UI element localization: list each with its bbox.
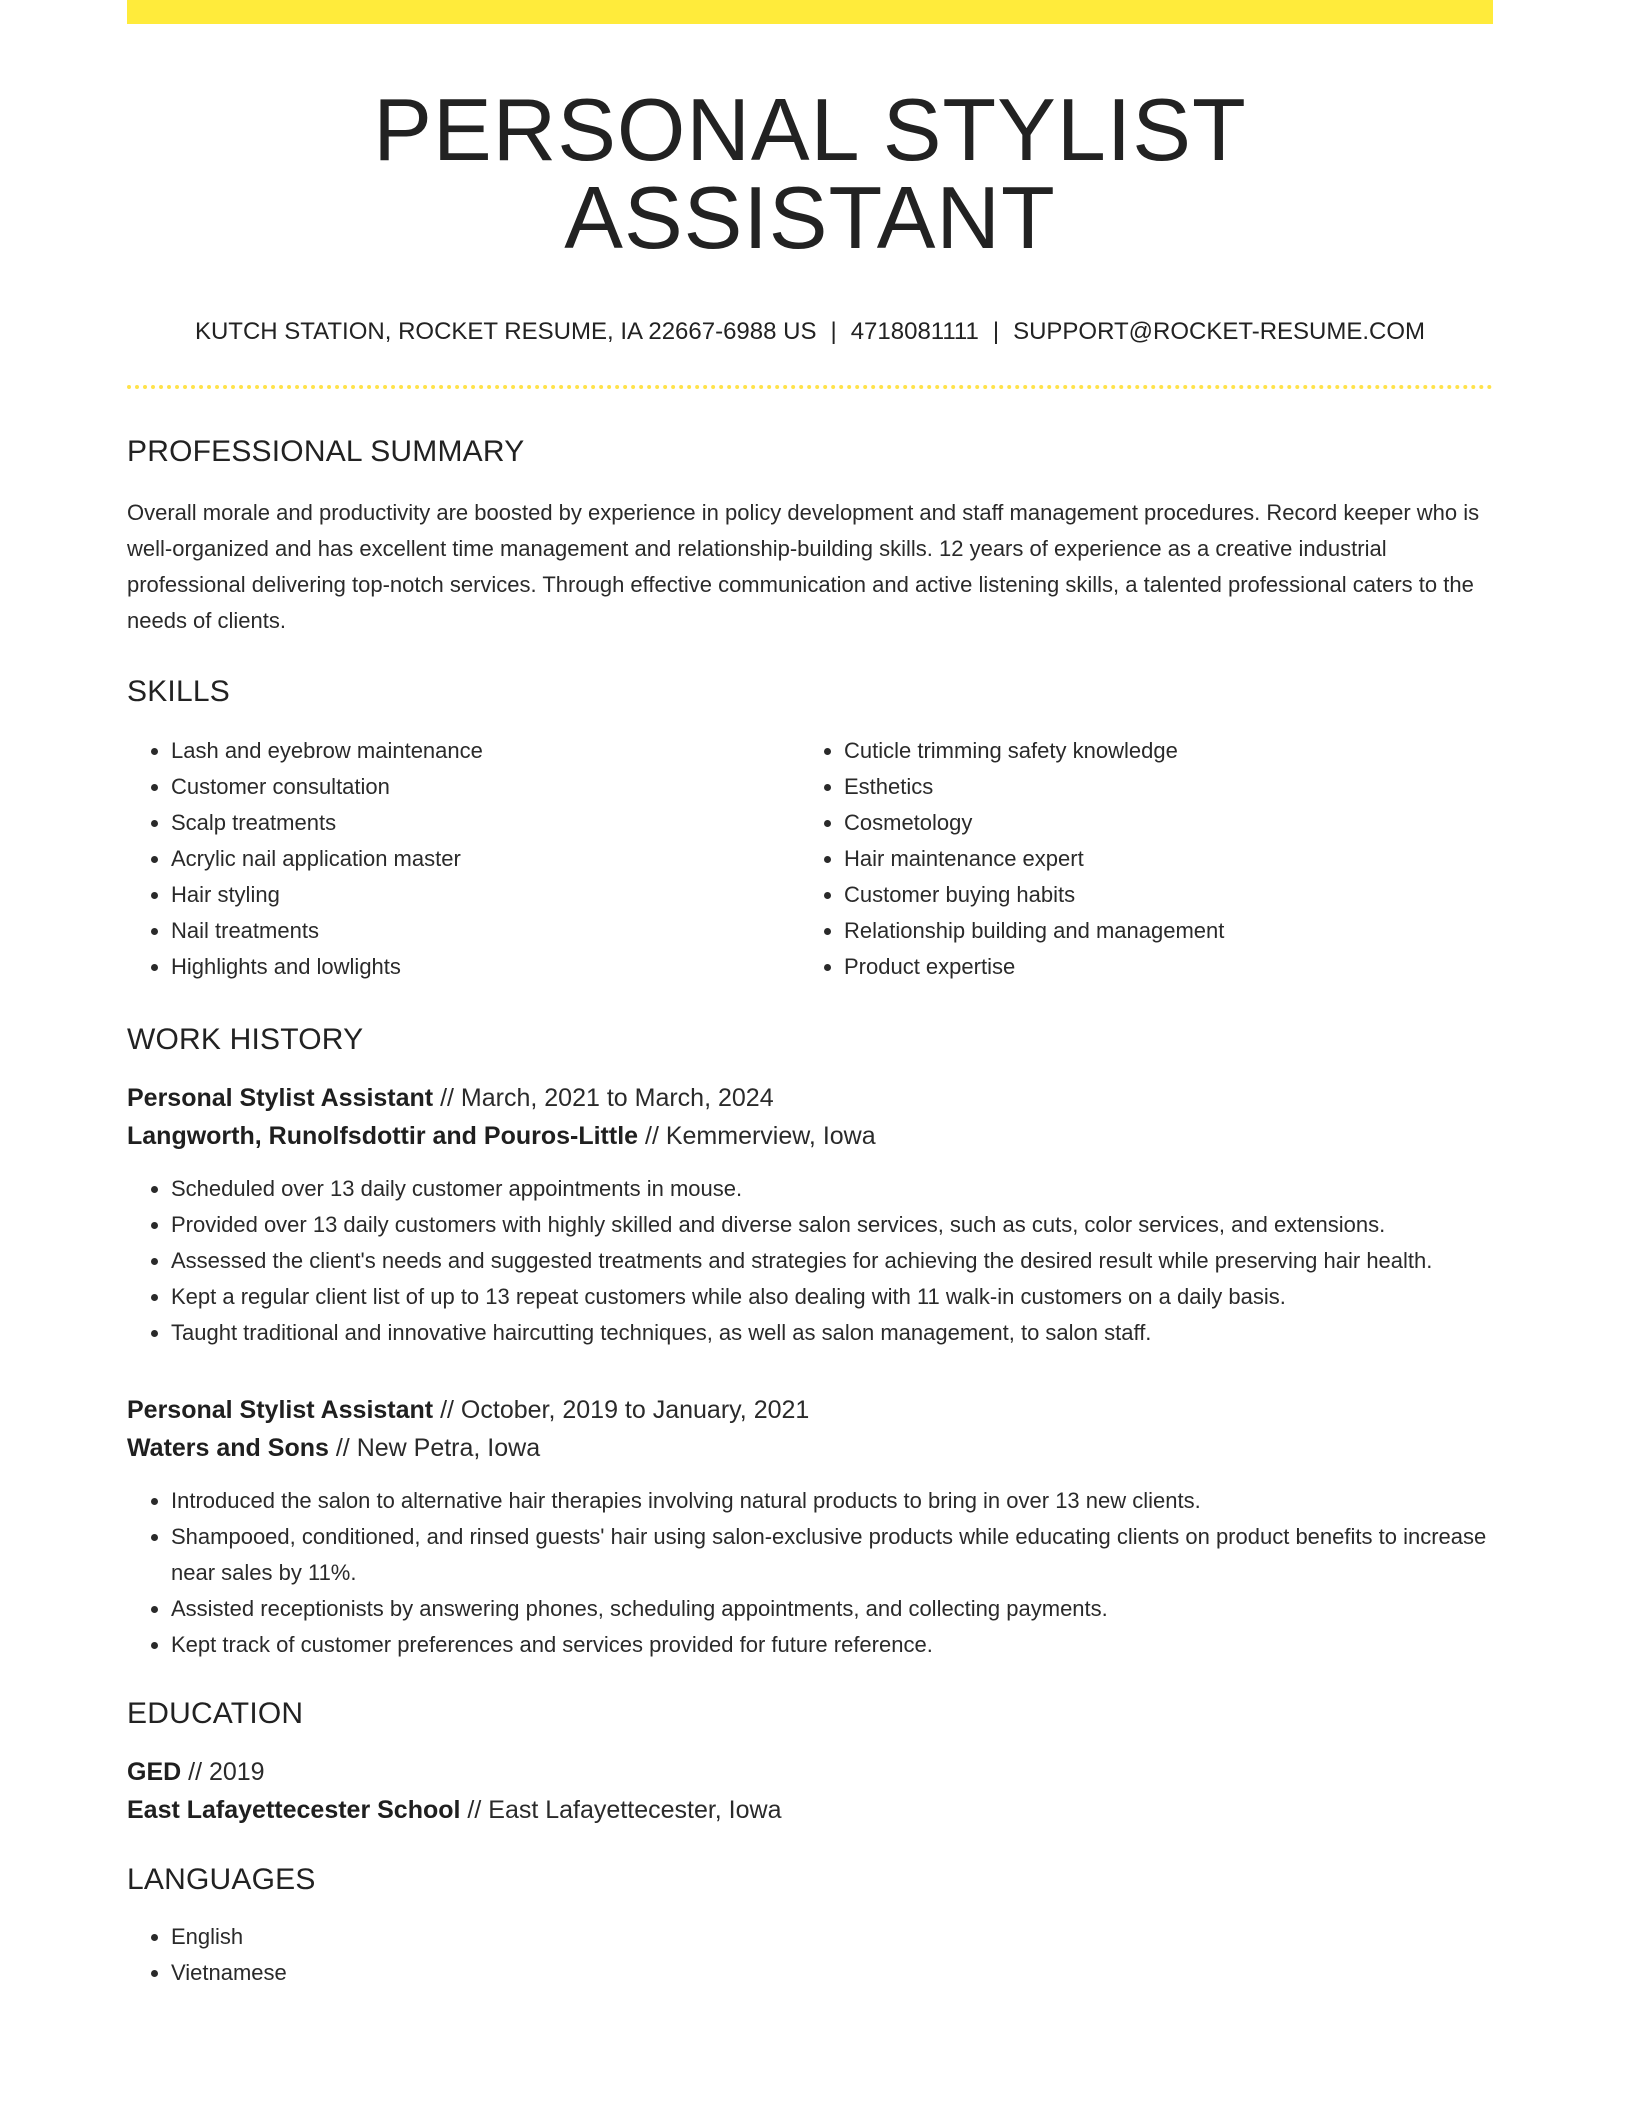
contact-email: SUPPORT@ROCKET-RESUME.COM xyxy=(1013,318,1426,345)
skill-item: • Nail treatments xyxy=(171,913,800,949)
job-dates: // March, 2021 to March, 2024 xyxy=(433,1084,774,1112)
contact-address: KUTCH STATION, ROCKET RESUME, IA 22667-6988 US xyxy=(194,318,817,345)
job-title-line xyxy=(127,1391,1493,1429)
job-bullet: • Taught traditional and innovative haircutting techniques, as well as salon management, to salon staff. xyxy=(171,1315,1493,1351)
job-bullet: • Assessed the client's needs and suggested treatments and strategies for achieving the desired result while preserving hair health. xyxy=(171,1243,1493,1279)
skill-item: • Cosmetology xyxy=(844,805,1473,841)
work-history-heading: WORK HISTORY xyxy=(127,1023,364,1056)
skill-item: • Customer buying habits xyxy=(844,877,1473,913)
skill-item: • Lash and eyebrow maintenance xyxy=(171,733,800,769)
skill-item: • Esthetics xyxy=(844,769,1473,805)
job-bullet: • Shampooed, conditioned, and rinsed guests' hair using salon-exclusive products while educating clients on product benefits to increase near sales by 11%. xyxy=(171,1519,1493,1591)
skills-column-left xyxy=(127,733,800,985)
job-position: Personal Stylist Assistant xyxy=(127,1084,434,1112)
job-location: // Kemmerview, Iowa xyxy=(638,1122,876,1150)
skills-list xyxy=(127,733,1493,985)
skill-item: • Highlights and lowlights xyxy=(171,949,800,985)
resume-name: PERSONAL STYLIST ASSISTANT xyxy=(373,80,1247,267)
job-company-line xyxy=(127,1429,1493,1467)
contact-line xyxy=(127,320,1493,344)
skill-item: • Hair maintenance expert xyxy=(844,841,1473,877)
skill-item: • Scalp treatments xyxy=(171,805,800,841)
summary-text: Overall morale and productivity are boosted by experience in policy development and staff management procedures. Record keeper who is well-organized and has excellent time management and relationship-building skills. 12 years of experience as a creative industrial professional delivering top-notch services. Through effective communication and active listening skills, a talented professional caters to the needs of clients. xyxy=(127,500,1480,633)
accent-bar xyxy=(127,0,1493,24)
education-school-line xyxy=(127,1791,1493,1829)
job-entry xyxy=(127,1391,1493,1663)
language-item: • English xyxy=(171,1919,1493,1955)
job-company: Waters and Sons xyxy=(127,1434,329,1462)
job-position: Personal Stylist Assistant xyxy=(127,1396,434,1424)
skills-column-right xyxy=(800,733,1473,985)
contact-separator: | xyxy=(830,318,837,345)
skill-item: • Product expertise xyxy=(844,949,1473,985)
skill-item: • Acrylic nail application master xyxy=(171,841,800,877)
skill-item: • Customer consultation xyxy=(171,769,800,805)
contact-separator: | xyxy=(992,318,1000,345)
job-bullet: • Introduced the salon to alternative hair therapies involving natural products to bring in over 13 new clients. xyxy=(171,1483,1493,1519)
job-bullets xyxy=(127,1483,1493,1663)
summary-heading: PROFESSIONAL SUMMARY xyxy=(127,435,525,468)
job-bullet: • Scheduled over 13 daily customer appointments in mouse. xyxy=(171,1171,1493,1207)
education-location: // East Lafayettecester, Iowa xyxy=(460,1796,782,1824)
job-bullet: • Kept a regular client list of up to 13 repeat customers while also dealing with 11 walk-in customers on a daily basis. xyxy=(171,1279,1493,1315)
education-degree: GED xyxy=(127,1758,182,1786)
header-divider xyxy=(127,385,1493,389)
job-bullet: • Kept track of customer preferences and services provided for future reference. xyxy=(171,1627,1493,1663)
contact-phone: 4718081111 xyxy=(850,318,979,345)
education-heading: EDUCATION xyxy=(127,1697,304,1730)
skill-item: • Cuticle trimming safety knowledge xyxy=(844,733,1473,769)
job-dates: // October, 2019 to January, 2021 xyxy=(433,1396,810,1424)
education-entry xyxy=(127,1753,1493,1829)
job-company-line xyxy=(127,1117,1493,1155)
skill-item: • Relationship building and management xyxy=(844,913,1473,949)
education-year: // 2019 xyxy=(181,1758,265,1786)
skill-item: • Hair styling xyxy=(171,877,800,913)
language-item: • Vietnamese xyxy=(171,1955,1493,1991)
languages-list xyxy=(127,1919,1493,1991)
languages-heading: LANGUAGES xyxy=(127,1863,316,1896)
skills-heading: SKILLS xyxy=(127,675,230,708)
job-title-line xyxy=(127,1079,1493,1117)
job-bullet: • Provided over 13 daily customers with highly skilled and diverse salon services, such as cuts, color services, and extensions. xyxy=(171,1207,1493,1243)
resume-page xyxy=(127,0,1493,1991)
job-company: Langworth, Runolfsdottir and Pouros-Little xyxy=(127,1122,639,1150)
job-bullets xyxy=(127,1171,1493,1351)
job-bullet: • Assisted receptionists by answering phones, scheduling appointments, and collecting payments. xyxy=(171,1591,1493,1627)
education-degree-line xyxy=(127,1753,1493,1791)
job-entry xyxy=(127,1079,1493,1351)
job-location: // New Petra, Iowa xyxy=(328,1434,541,1462)
education-school: East Lafayettecester School xyxy=(127,1796,461,1824)
